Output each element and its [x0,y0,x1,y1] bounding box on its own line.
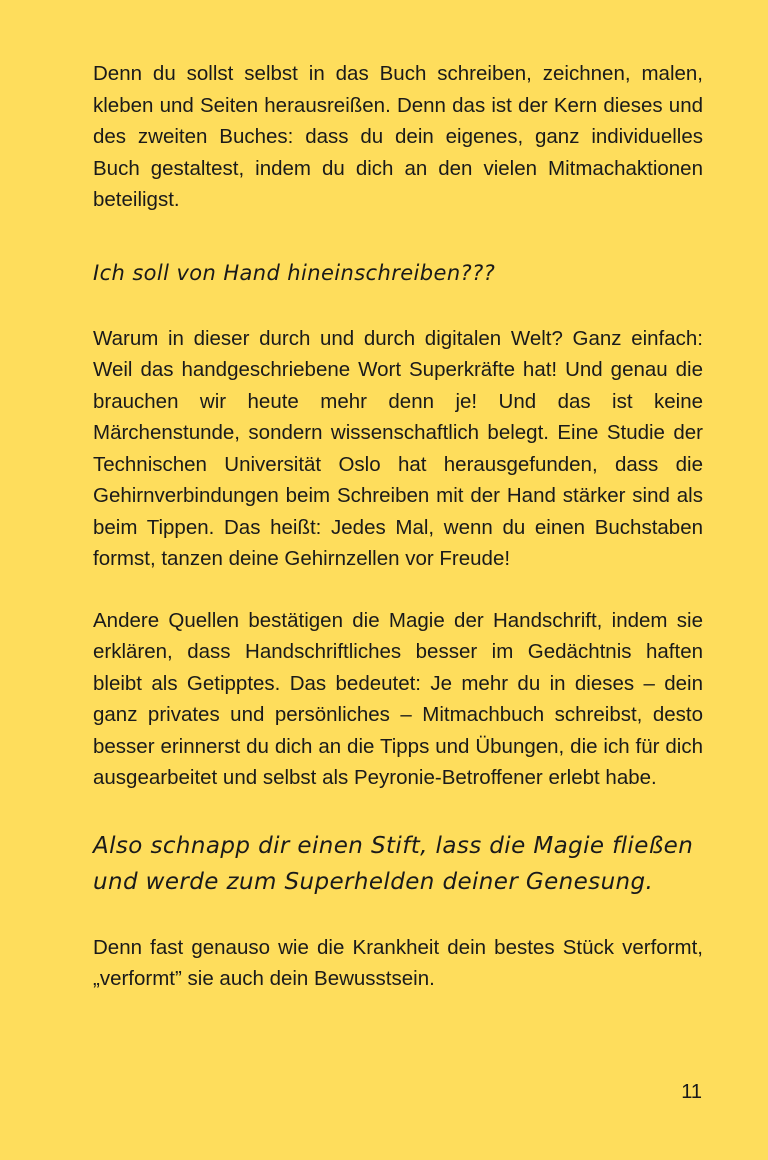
handwritten-callout: Also schnapp dir einen Stift, lass die Magie fließen und werde zum Superhelden deiner Genesung. [93,832,694,895]
intro-paragraph: Denn du sollst selbst in das Buch schreiben, zeichnen, malen, kleben und Seiten herausreißen. Denn das ist der Kern dieses und des zweiten Buches: dass du dein eigenes, ganz individuelles Buch gestaltest, indem du dich an den vielen Mitmachaktionen beteiligst. [93,62,703,211]
sources-paragraph: Andere Quellen bestätigen die Magie der Handschrift, indem sie erklären, dass Handschriftliches besser im Gedächtnis haften bleibt als Getipptes. Das bedeutet: Je mehr du in dieses – dein ganz privates und persönliches – Mitmachbuch schreibst, desto besser erinnerst du dich an die Tipps und Übungen, die ich für dich ausgearbeitet und selbst als Peyronie-Betroffener erlebt habe. [93,608,703,789]
superpowers-paragraph: Warum in dieser durch und durch digitalen Welt? Ganz einfach: Weil das handgeschriebene Wort Superkräfte hat! Und genau die brauchen wir heute mehr denn je! Und das ist keine Märchenstunde, sondern wissenschaftlich belegt. Eine Studie der Technischen Universität Oslo hat herausgefunden, dass die Gehirnverbindungen beim Schreiben mit der Hand stärker sind als beim Tippen. Das heißt: Jedes Mal, wenn du einen Buchstaben formst, tanzen deine Gehirnzellen vor Freude! [93,326,703,570]
closing-paragraph: Denn fast genauso wie die Krankheit dein bestes Stück verformt, „verformt” sie auch dein Bewusstsein. [93,935,703,990]
page-number: 11 [681,1081,702,1103]
handwritten-question: Ich soll von Hand hineinschreiben??? [93,260,496,285]
book-page [93,58,703,995]
